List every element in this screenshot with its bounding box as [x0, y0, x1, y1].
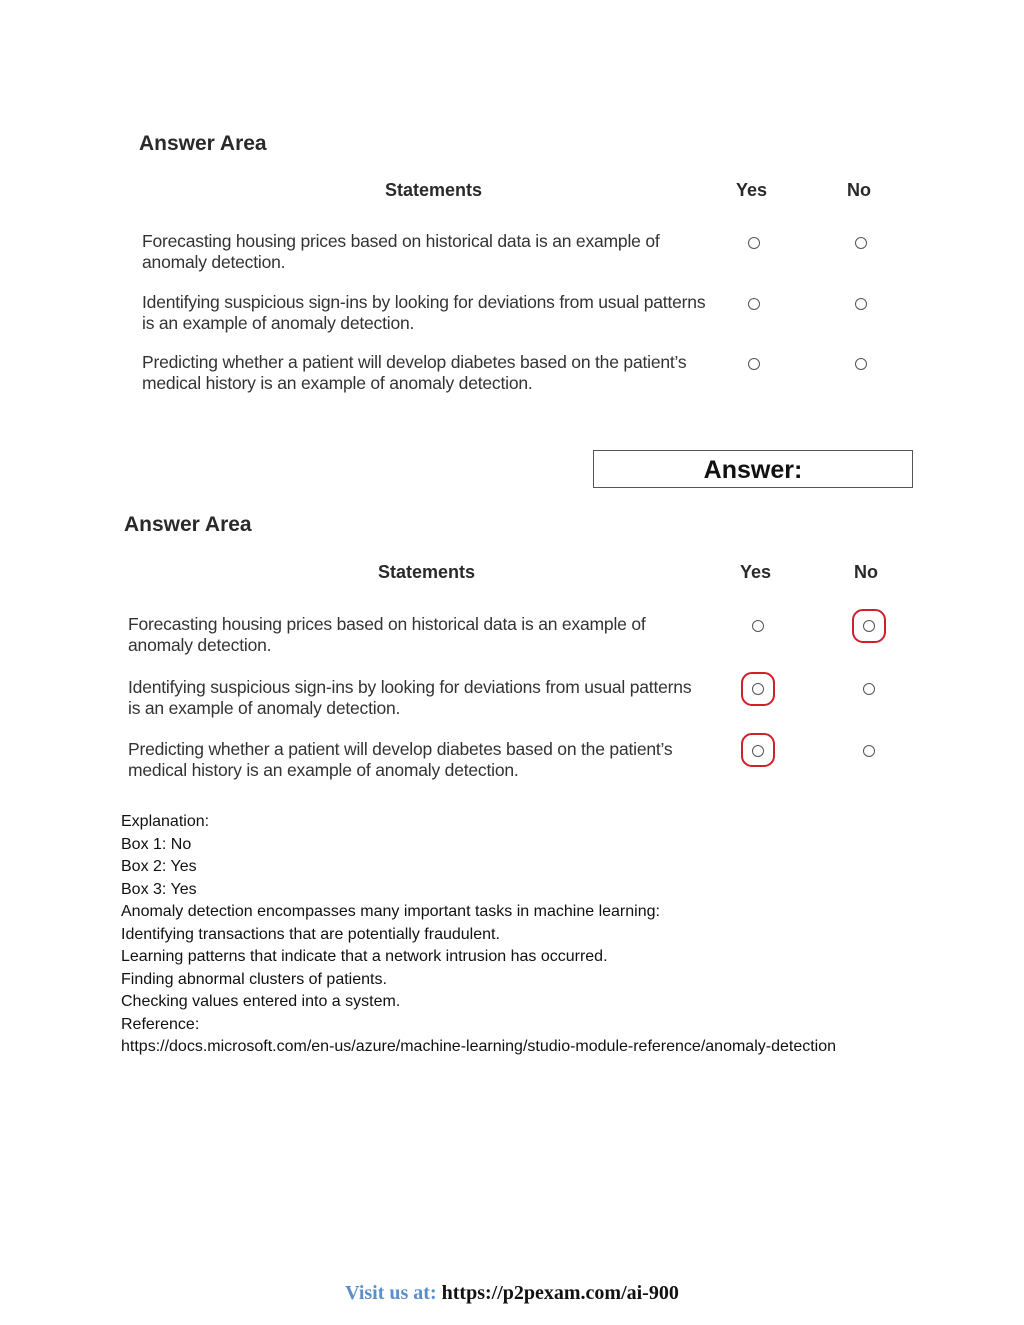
statements-header: Statements [385, 180, 483, 200]
explanation-section [121, 811, 861, 1059]
answer-area-title: Answer Area [124, 513, 252, 536]
no-header: No [847, 180, 871, 200]
footer-label: Visit us at: [345, 1282, 437, 1304]
no-radio-2[interactable] [863, 683, 875, 695]
selected-answer-highlight [852, 609, 886, 643]
statement-line: anomaly detection. [142, 252, 286, 272]
footer [0, 1282, 1024, 1305]
statement-line: is an example of anomaly detection. [128, 698, 401, 718]
statement-line: Forecasting housing prices based on historical data is an example of [142, 231, 660, 251]
no-header: No [854, 562, 878, 582]
statement-row [142, 231, 660, 273]
statement-line: Forecasting housing prices based on historical data is an example of [128, 614, 646, 634]
statement-row [142, 292, 705, 334]
yes-header: Yes [740, 562, 772, 582]
answer-label: Answer: [593, 450, 913, 488]
explanation-line: Identifying transactions that are potentially fraudulent. [121, 925, 500, 943]
yes-radio-1[interactable] [752, 620, 764, 632]
statement-line: Predicting whether a patient will develop diabetes based on the patient’s [128, 739, 673, 759]
selected-answer-highlight [741, 672, 775, 706]
no-radio-3[interactable] [855, 358, 867, 370]
no-radio-2[interactable] [855, 298, 867, 310]
statement-line: Identifying suspicious sign-ins by looking for deviations from usual patterns [128, 677, 692, 697]
statement-line: anomaly detection. [128, 635, 272, 655]
explanation-line: Box 1: No [121, 835, 192, 853]
explanation-heading: Explanation: [121, 813, 210, 830]
yes-radio-2[interactable] [748, 298, 760, 310]
explanation-line: Learning patterns that indicate that a network intrusion has occurred. [121, 948, 608, 965]
statement-line: medical history is an example of anomaly detection. [128, 760, 519, 780]
statement-line: Identifying suspicious sign-ins by looking for deviations from usual patterns [142, 292, 706, 312]
no-radio-1[interactable] [855, 237, 867, 249]
statement-line: medical history is an example of anomaly detection. [142, 373, 533, 393]
statement-row [128, 677, 691, 719]
statements-header: Statements [378, 562, 476, 582]
explanation-line: Finding abnormal clusters of patients. [121, 970, 387, 988]
statement-row [128, 739, 672, 781]
yes-radio-3[interactable] [748, 358, 760, 370]
explanation-line: Anomaly detection encompasses many important tasks in machine learning: [121, 903, 660, 920]
selected-answer-highlight [741, 733, 775, 767]
statement-line: Predicting whether a patient will develop diabetes based on the patient’s [142, 352, 687, 372]
yes-radio-1[interactable] [748, 237, 760, 249]
explanation-line: Checking values entered into a system. [121, 993, 401, 1010]
statement-line: is an example of anomaly detection. [142, 313, 415, 333]
explanation-line: Box 2: Yes [121, 858, 197, 875]
statement-row [142, 352, 686, 394]
yes-header: Yes [736, 180, 768, 200]
question-area-title: Answer Area [139, 132, 267, 155]
reference-link[interactable]: https://docs.microsoft.com/en-us/azure/machine-learning/studio-module-reference/anomaly-detection [121, 1038, 837, 1055]
explanation-line: Box 3: Yes [121, 880, 197, 898]
no-radio-3[interactable] [863, 745, 875, 757]
reference-heading: Reference: [121, 1015, 200, 1033]
footer-link[interactable]: https://p2pexam.com/ai-900 [441, 1282, 679, 1304]
statement-row [128, 614, 646, 656]
